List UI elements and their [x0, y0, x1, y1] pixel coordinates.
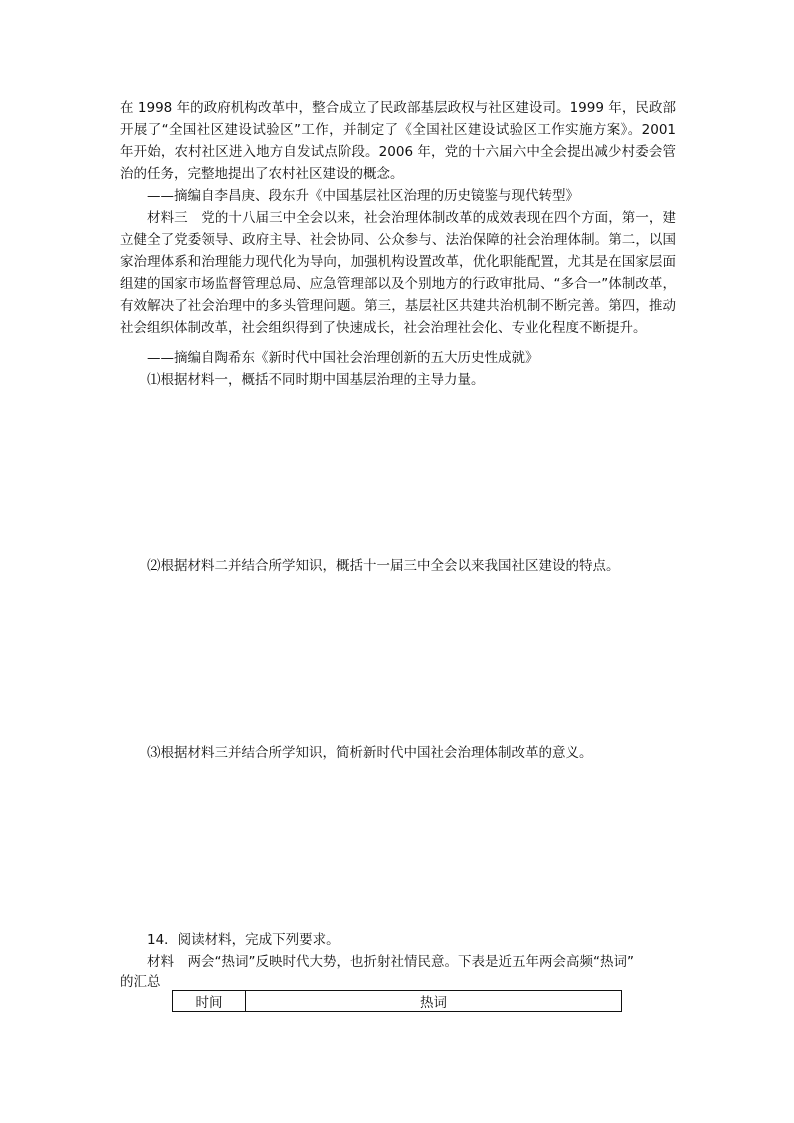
material-three-body: 材料三 党的十八届三中全会以来，社会治理体制改革的成效表现在四个方面，第一，建立健全了党委领导、政府主导、社会协同、公众参与、法治保障的社会治理体制。第二，以国家治理体系和治理能力现代化为导向，加强机构设置改革，优化职能配置，尤其是在国家层面组建的国家市场监督管理总局、应急管理部以及个别地方的行政审批局、“多合一”体制改革，有效解决了社会治理中的多头管理问题。第三，基层社区共建共治机制不断完善。第四，推动社会组织体制改革，社会组织得到了快速成长，社会治理社会化、专业化程度不断提升。	[120, 210, 676, 336]
table-header-hot-words: 热词	[246, 991, 622, 1012]
question-2: ⑵根据材料二并结合所学知识，概括十一届三中全会以来我国社区建设的特点。	[147, 558, 620, 574]
material-two-source: ——摘编自李昌庚、段东升《中国基层社区治理的历史镜鉴与现代转型》	[147, 188, 579, 204]
material-three-source: ——摘编自陶希东《新时代中国社会治理创新的五大历史性成就》	[147, 350, 539, 366]
table-header-row	[173, 991, 622, 1012]
table-header-time: 时间	[173, 991, 246, 1012]
question-1: ⑴根据材料一，概括不同时期中国基层治理的主导力量。	[147, 372, 485, 388]
question-14-material-line2: 的汇总	[120, 974, 161, 990]
hot-words-table	[172, 990, 622, 1012]
question-14-material-line1: 材料 两会“热词”反映时代大势，也折射社情民意。下表是近五年两会高频“热词”	[147, 954, 634, 970]
question-14-heading: 14．阅读材料，完成下列要求。	[147, 932, 340, 948]
question-3: ⑶根据材料三并结合所学知识，简析新时代中国社会治理体制改革的意义。	[147, 745, 593, 761]
material-two-body: 在 1998 年的政府机构改革中，整合成立了民政部基层政权与社区建设司。1999 年，民政部开展了“全国社区建设试验区”工作，并制定了《全国社区建设试验区工作实施方案》。2001 年开始，农村社区进入地方自发试点阶段。2006 年，党的十六届六中全会提出减少村委会管治的任务，完整地提出了农村社区建设的概念。	[120, 100, 676, 182]
